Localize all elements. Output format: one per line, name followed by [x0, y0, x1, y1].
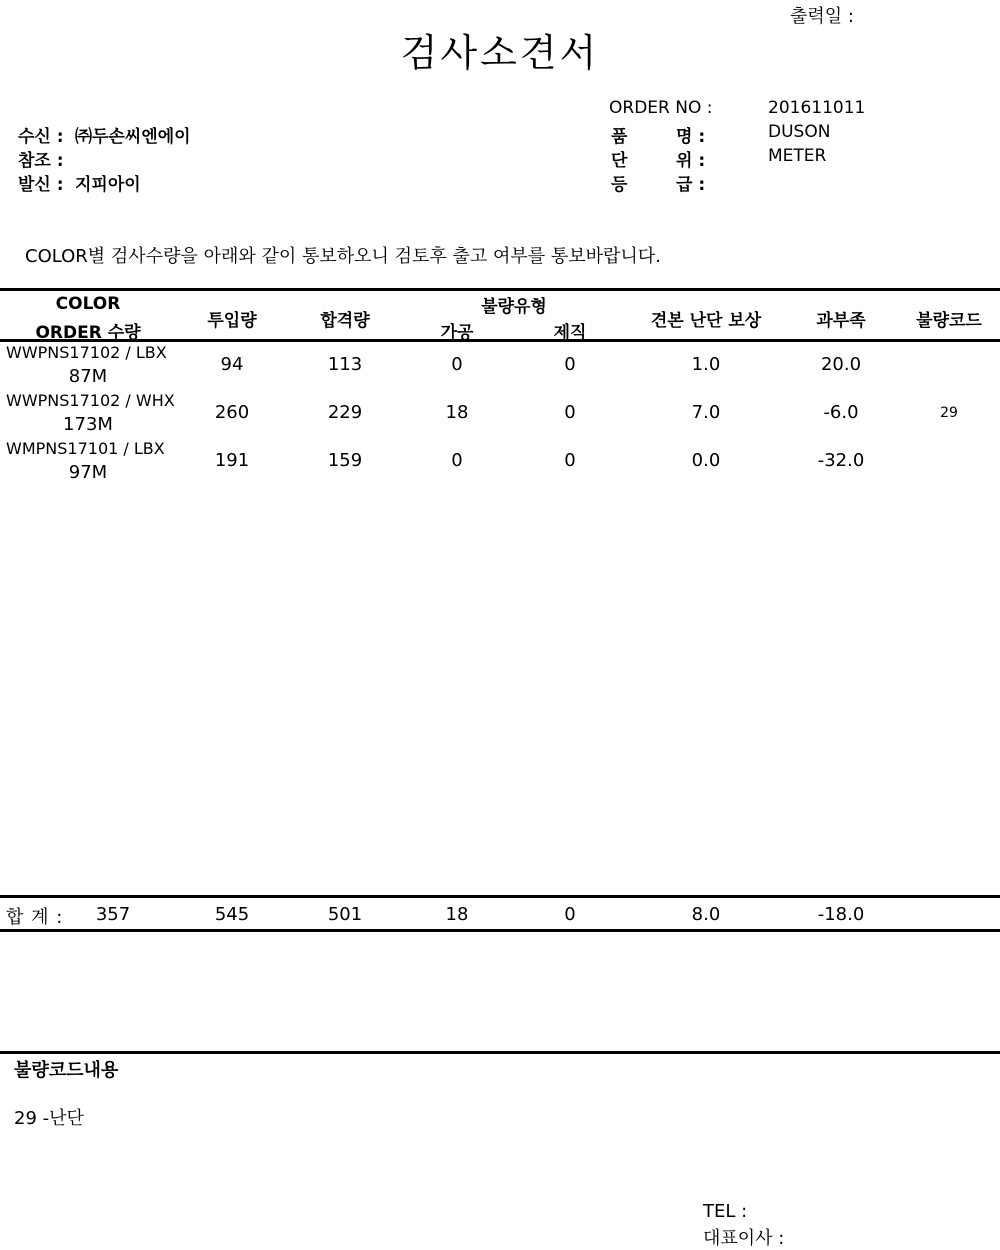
defect-code-item: 29 -난단	[14, 1108, 84, 1129]
cell-sample: 1.0	[691, 354, 721, 375]
grade-label-a: 등	[611, 175, 628, 195]
cell-over-short: 20.0	[820, 354, 862, 375]
th-defect-type: 불량유형	[481, 297, 547, 317]
th-input-qty: 투입량	[207, 311, 257, 331]
totals-weaving: 0	[564, 904, 576, 925]
cell-sample: 7.0	[691, 402, 721, 423]
table-row	[0, 439, 1000, 487]
to-label: 수신 :	[18, 127, 64, 147]
th-weaving: 제직	[553, 323, 587, 343]
cell-color: WWPNS17102 / WHX	[6, 391, 175, 410]
order-no-value: 201611011	[768, 98, 866, 118]
th-order-qty: ORDER 수량	[35, 323, 141, 343]
cell-processing: 18	[445, 402, 469, 423]
cell-pass: 229	[327, 402, 363, 423]
totals-pass: 501	[327, 904, 363, 925]
cell-pass: 113	[327, 354, 363, 375]
th-pass-qty: 합격량	[320, 311, 370, 331]
cell-order-qty: 173M	[63, 414, 113, 435]
cell-input: 191	[214, 450, 250, 471]
table-row	[0, 343, 1000, 391]
cell-processing: 0	[451, 450, 463, 471]
unit-label-b: 위 :	[676, 151, 706, 171]
defect-section-rule	[0, 1051, 1000, 1054]
cell-order-qty: 97M	[68, 462, 108, 483]
cell-over-short: -32.0	[817, 450, 865, 471]
cell-defect-code: 29	[940, 405, 958, 421]
totals-input: 545	[214, 904, 250, 925]
cell-input: 94	[220, 354, 244, 375]
cell-input: 260	[214, 402, 250, 423]
cell-weaving: 0	[564, 402, 576, 423]
unit-label-a: 단	[611, 151, 628, 171]
table-top-rule	[0, 288, 1000, 291]
item-value: DUSON	[768, 122, 831, 142]
cell-color: WMPNS17101 / LBX	[6, 439, 165, 458]
cell-over-short: -6.0	[823, 402, 859, 423]
from-value: 지피아이	[75, 175, 141, 195]
to-value: ㈜두손씨엔에이	[75, 127, 191, 147]
item-label-a: 품	[611, 127, 628, 147]
page-title: 검사소견서	[400, 31, 600, 75]
cell-pass: 159	[327, 450, 363, 471]
th-sample-comp: 견본 난단 보상	[650, 311, 762, 331]
grade-label-b: 급 :	[676, 175, 706, 195]
defect-codes-title: 불량코드내용	[14, 1060, 119, 1081]
th-defect-code: 불량코드	[916, 311, 982, 331]
totals-order-qty: 357	[95, 904, 131, 925]
from-label: 발신 :	[18, 175, 64, 195]
th-over-short: 과부족	[816, 311, 866, 331]
ref-label: 참조 :	[18, 151, 64, 171]
item-label-b: 명 :	[676, 127, 706, 147]
th-processing: 가공	[440, 323, 474, 343]
totals-processing: 18	[445, 904, 469, 925]
cell-order-qty: 87M	[68, 366, 108, 387]
totals-bottom-rule	[0, 929, 1000, 932]
unit-value: METER	[768, 146, 827, 166]
cell-sample: 0.0	[691, 450, 721, 471]
table-row	[0, 391, 1000, 439]
print-date-label: 출력일 :	[790, 6, 854, 27]
cell-processing: 0	[451, 354, 463, 375]
order-no-label: ORDER NO :	[609, 98, 713, 118]
cell-color: WWPNS17102 / LBX	[6, 343, 167, 362]
ceo-label: 대표이사 :	[703, 1228, 785, 1249]
notice-text: COLOR별 검사수량을 아래와 같이 통보하오니 검토후 출고 여부를 통보바랍니다.	[25, 246, 661, 267]
totals-top-rule	[0, 895, 1000, 898]
cell-weaving: 0	[564, 354, 576, 375]
tel-label: TEL :	[703, 1201, 748, 1222]
totals-row	[0, 903, 1000, 927]
totals-over-short: -18.0	[817, 904, 865, 925]
totals-sample: 8.0	[691, 904, 721, 925]
th-color: COLOR	[55, 294, 121, 314]
cell-weaving: 0	[564, 450, 576, 471]
totals-label: 합 계 :	[6, 907, 64, 928]
